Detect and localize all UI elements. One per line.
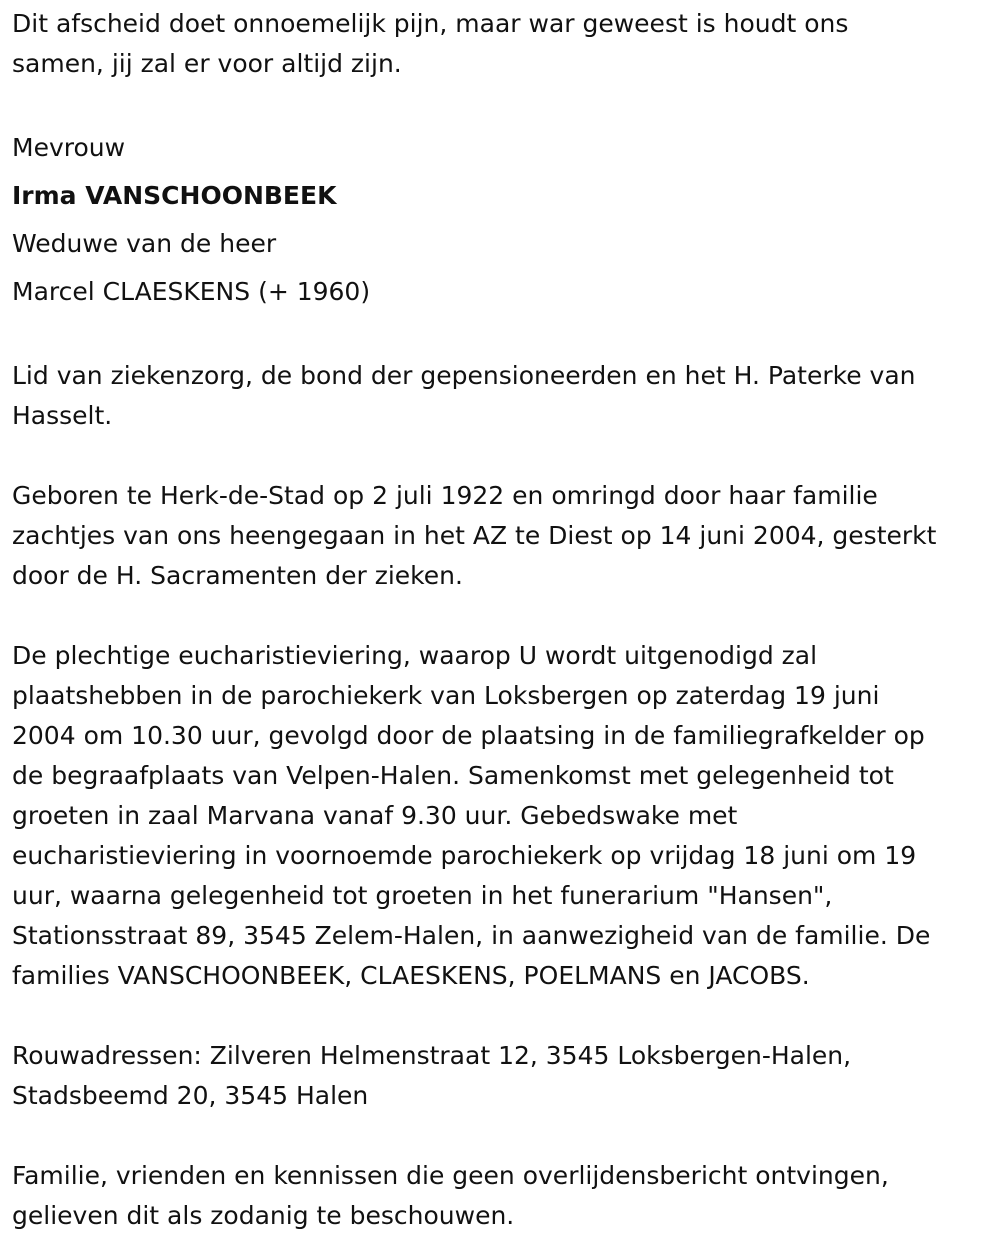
closing-text: Familie, vrienden en kennissen die geen overlijdensbericht ontvingen, gelieven dit als zodanig te beschouwen. (12, 1161, 889, 1230)
intro-text: Dit afscheid doet onnoemelijk pijn, maar war geweest is houdt ons samen, jij zal er voor altijd zijn. (12, 9, 849, 78)
deceased-name: Irma VANSCHOONBEEK (12, 181, 337, 210)
addresses-text: Rouwadressen: Zilveren Helmenstraat 12, 3545 Loksbergen-Halen, Stadsbeemd 20, 3545 Halen (12, 1041, 852, 1110)
obituary-document (12, 4, 988, 1236)
spouse-name: Marcel CLAESKENS (+ 1960) (12, 277, 371, 306)
honorific: Mevrouw (12, 133, 126, 162)
relation-text: Weduwe van de heer (12, 229, 277, 258)
birth-death-text: Geboren te Herk-de-Stad op 2 juli 1922 en omringd door haar familie zachtjes van ons heengegaan in het AZ te Diest op 14 juni 2004, gesterkt door de H. Sacramenten der zieken. (12, 481, 937, 590)
membership-text: Lid van ziekenzorg, de bond der gepensioneerden en het H. Paterke van Hasselt. (12, 361, 916, 430)
deceased-name-block (12, 124, 988, 316)
ceremony-text: De plechtige eucharistieviering, waarop U wordt uitgenodigd zal plaatshebben in de parochiekerk van Loksbergen op zaterdag 19 juni 2004 om 10.30 uur, gevolgd door de plaatsing in de familiegrafkelder op de begraafplaats van Velpen-Halen. Samenkomst met gelegenheid tot groeten in zaal Marvana vanaf 9.30 uur. Gebedswake met eucharistieviering in voornoemde parochiekerk op vrijdag 18 juni om 19 uur, waarna gelegenheid tot groeten in het funerarium "Hansen", Stationsstraat 89, 3545 Zelem-Halen, in aanwezigheid van de familie. De families VANSCHOONBEEK, CLAESKENS, POELMANS en JACOBS. (12, 641, 931, 990)
